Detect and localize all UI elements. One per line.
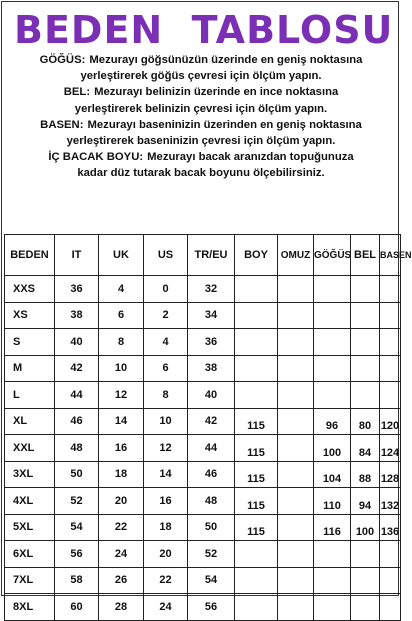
table-cell: 24 — [99, 541, 144, 568]
instruction-text: Mezurayı göğsünüzün üzerinde en geniş noktasına — [89, 54, 363, 66]
table-cell — [314, 302, 351, 329]
table-cell: 54 — [55, 514, 99, 541]
table-cell — [351, 541, 380, 568]
table-cell: 46 — [188, 461, 235, 488]
table-cell — [278, 435, 314, 462]
table-cell — [380, 382, 401, 409]
page-title: BEDEN TABLOSU — [14, 8, 394, 52]
table-cell — [278, 382, 314, 409]
table-cell — [278, 408, 314, 435]
table-cell: 115 — [235, 514, 278, 541]
table-cell — [235, 382, 278, 409]
table-cell — [235, 541, 278, 568]
table-cell — [351, 382, 380, 409]
instruction-line — [6, 117, 396, 133]
table-cell: 100 — [351, 514, 380, 541]
table-cell: 18 — [144, 514, 188, 541]
table-cell: 48 — [188, 488, 235, 515]
table-cell: 38 — [188, 355, 235, 382]
table-cell — [351, 329, 380, 356]
column-header: US — [144, 235, 188, 276]
table-cell — [380, 276, 401, 303]
table-cell: 124 — [380, 435, 401, 462]
table-cell — [380, 594, 401, 621]
table-cell: 44 — [55, 382, 99, 409]
table-cell: 4 — [144, 329, 188, 356]
size-cell: L — [5, 382, 55, 409]
table-cell: 56 — [55, 541, 99, 568]
table-cell: 40 — [55, 329, 99, 356]
instruction-text: Mezurayı bacak aranızdan topuğunuza — [147, 151, 354, 164]
table-cell: 132 — [380, 488, 401, 515]
table-cell — [235, 329, 278, 356]
table-cell: 10 — [144, 408, 188, 435]
column-header: UK — [99, 235, 144, 276]
table-cell: 22 — [99, 514, 144, 541]
size-cell: 8XL — [5, 594, 55, 621]
table-row — [5, 594, 401, 621]
table-cell — [314, 276, 351, 303]
table-cell: 94 — [351, 488, 380, 515]
table-cell: 116 — [314, 514, 351, 541]
table-cell: 58 — [55, 567, 99, 594]
instruction-text: Mezurayı baseninizin üzerinden en geniş noktasına — [87, 118, 362, 131]
table-cell: 22 — [144, 567, 188, 594]
table-cell: 52 — [188, 541, 235, 568]
table-cell: 46 — [55, 408, 99, 435]
table-cell — [380, 567, 401, 594]
table-cell — [235, 276, 278, 303]
column-header: IT — [55, 235, 99, 276]
table-cell: 20 — [99, 488, 144, 515]
instruction-line: yerleştirerek baseninizin çevresi için ölçüm yapın. — [66, 135, 336, 148]
table-cell: 128 — [380, 461, 401, 488]
table-cell: 26 — [99, 567, 144, 594]
table-cell: 14 — [99, 408, 144, 435]
table-cell: 42 — [188, 408, 235, 435]
table-cell — [235, 567, 278, 594]
table-cell: 44 — [188, 435, 235, 462]
table-cell: 38 — [55, 302, 99, 329]
size-cell: XXS — [5, 276, 55, 303]
table-row — [5, 382, 401, 409]
table-cell: 54 — [188, 567, 235, 594]
table-cell — [278, 541, 314, 568]
size-cell: 3XL — [5, 461, 55, 488]
table-cell — [380, 355, 401, 382]
size-cell: S — [5, 329, 55, 356]
table-cell: 8 — [144, 382, 188, 409]
table-cell — [380, 541, 401, 568]
table-cell: 80 — [351, 408, 380, 435]
table-cell — [314, 594, 351, 621]
table-cell: 48 — [55, 435, 99, 462]
table-cell: 104 — [314, 461, 351, 488]
table-cell: 16 — [144, 488, 188, 515]
table-cell — [278, 461, 314, 488]
table-cell — [314, 382, 351, 409]
table-cell: 42 — [55, 355, 99, 382]
size-table — [4, 234, 412, 621]
instruction-label-basen: BASEN: — [40, 118, 84, 131]
table-cell: 32 — [188, 276, 235, 303]
column-header: OMUZ — [278, 235, 314, 276]
table-cell: 60 — [55, 594, 99, 621]
table-row — [5, 567, 401, 594]
table-cell: 20 — [144, 541, 188, 568]
table-cell: 56 — [188, 594, 235, 621]
instruction-line: kadar düz tutarak bacak boyunu ölçebilirsiniz. — [77, 167, 325, 180]
column-header: BEL — [351, 235, 380, 276]
table-cell: 110 — [314, 488, 351, 515]
table-cell — [278, 302, 314, 329]
instruction-line — [6, 149, 396, 165]
table-cell: 36 — [55, 276, 99, 303]
table-cell — [278, 594, 314, 621]
size-chart-sheet — [1, 1, 412, 613]
table-cell: 50 — [55, 461, 99, 488]
table-cell: 6 — [144, 355, 188, 382]
table-cell: 4 — [99, 276, 144, 303]
table-cell — [314, 541, 351, 568]
column-header: BEDEN — [5, 235, 55, 276]
table-cell: 136 — [380, 514, 401, 541]
table-row — [5, 408, 401, 435]
size-cell: 7XL — [5, 567, 55, 594]
instruction-label-ic-bacak: İÇ BACAK BOYU: — [48, 151, 144, 164]
instruction-line — [6, 52, 396, 68]
table-cell: 36 — [188, 329, 235, 356]
table-cell — [278, 514, 314, 541]
instruction-line: yerleştirerek belinizin çevresi için ölçüm yapın. — [74, 102, 328, 115]
table-cell — [351, 276, 380, 303]
table-row — [5, 302, 401, 329]
size-cell: XXL — [5, 435, 55, 462]
table-cell: 88 — [351, 461, 380, 488]
table-cell — [278, 567, 314, 594]
table-cell — [380, 329, 401, 356]
table-row — [5, 276, 401, 303]
table-cell: 8 — [99, 329, 144, 356]
size-cell: 6XL — [5, 541, 55, 568]
table-cell: 84 — [351, 435, 380, 462]
table-cell: 0 — [144, 276, 188, 303]
instruction-label-gogus: GÖĞÜS: — [39, 54, 86, 66]
table-cell — [235, 302, 278, 329]
size-cell: XS — [5, 302, 55, 329]
table-header-row — [5, 235, 401, 276]
table-cell — [278, 355, 314, 382]
column-header: BOY — [235, 235, 278, 276]
table-cell: 120 — [380, 408, 401, 435]
table-cell — [351, 302, 380, 329]
instruction-text: Mezurayı belinizin üzerinde en ince noktasına — [94, 86, 339, 99]
table-row — [5, 488, 401, 515]
table-cell: 12 — [144, 435, 188, 462]
table-cell: 16 — [99, 435, 144, 462]
column-header: GÖĞÜS — [314, 235, 351, 276]
table-row — [5, 461, 401, 488]
table-cell — [351, 355, 380, 382]
table-cell — [351, 594, 380, 621]
table-cell — [235, 594, 278, 621]
table-cell — [278, 276, 314, 303]
table-cell: 100 — [314, 435, 351, 462]
table-cell — [235, 355, 278, 382]
table-cell: 14 — [144, 461, 188, 488]
table-row — [5, 435, 401, 462]
size-cell: 5XL — [5, 514, 55, 541]
table-row — [5, 541, 401, 568]
table-cell: 96 — [314, 408, 351, 435]
table-cell: 18 — [99, 461, 144, 488]
instruction-line: yerleştirerek göğüs çevresi için ölçüm yapın. — [80, 70, 322, 83]
column-header: BASEN — [380, 235, 401, 276]
table-cell: 2 — [144, 302, 188, 329]
table-cell — [314, 329, 351, 356]
table-cell: 24 — [144, 594, 188, 621]
column-header: TR/EU — [188, 235, 235, 276]
table-cell: 10 — [99, 355, 144, 382]
table-cell — [380, 302, 401, 329]
table-cell: 34 — [188, 302, 235, 329]
table-cell: 28 — [99, 594, 144, 621]
instruction-label-bel: BEL: — [63, 86, 91, 99]
table-cell: 52 — [55, 488, 99, 515]
table-cell: 12 — [99, 382, 144, 409]
size-cell: XL — [5, 408, 55, 435]
table-cell: 115 — [235, 488, 278, 515]
size-cell: M — [5, 355, 55, 382]
size-cell: 4XL — [5, 488, 55, 515]
table-cell — [314, 567, 351, 594]
table-row — [5, 329, 401, 356]
table-row — [5, 355, 401, 382]
table-cell — [351, 567, 380, 594]
table-cell — [278, 488, 314, 515]
table-cell: 40 — [188, 382, 235, 409]
table-cell — [278, 329, 314, 356]
table-row — [5, 514, 401, 541]
table-cell: 115 — [235, 435, 278, 462]
measurement-instructions — [6, 52, 396, 182]
table-cell — [314, 355, 351, 382]
table-cell: 115 — [235, 408, 278, 435]
table-cell: 6 — [99, 302, 144, 329]
table-cell: 50 — [188, 514, 235, 541]
table-cell: 115 — [235, 461, 278, 488]
instruction-line — [6, 84, 396, 100]
